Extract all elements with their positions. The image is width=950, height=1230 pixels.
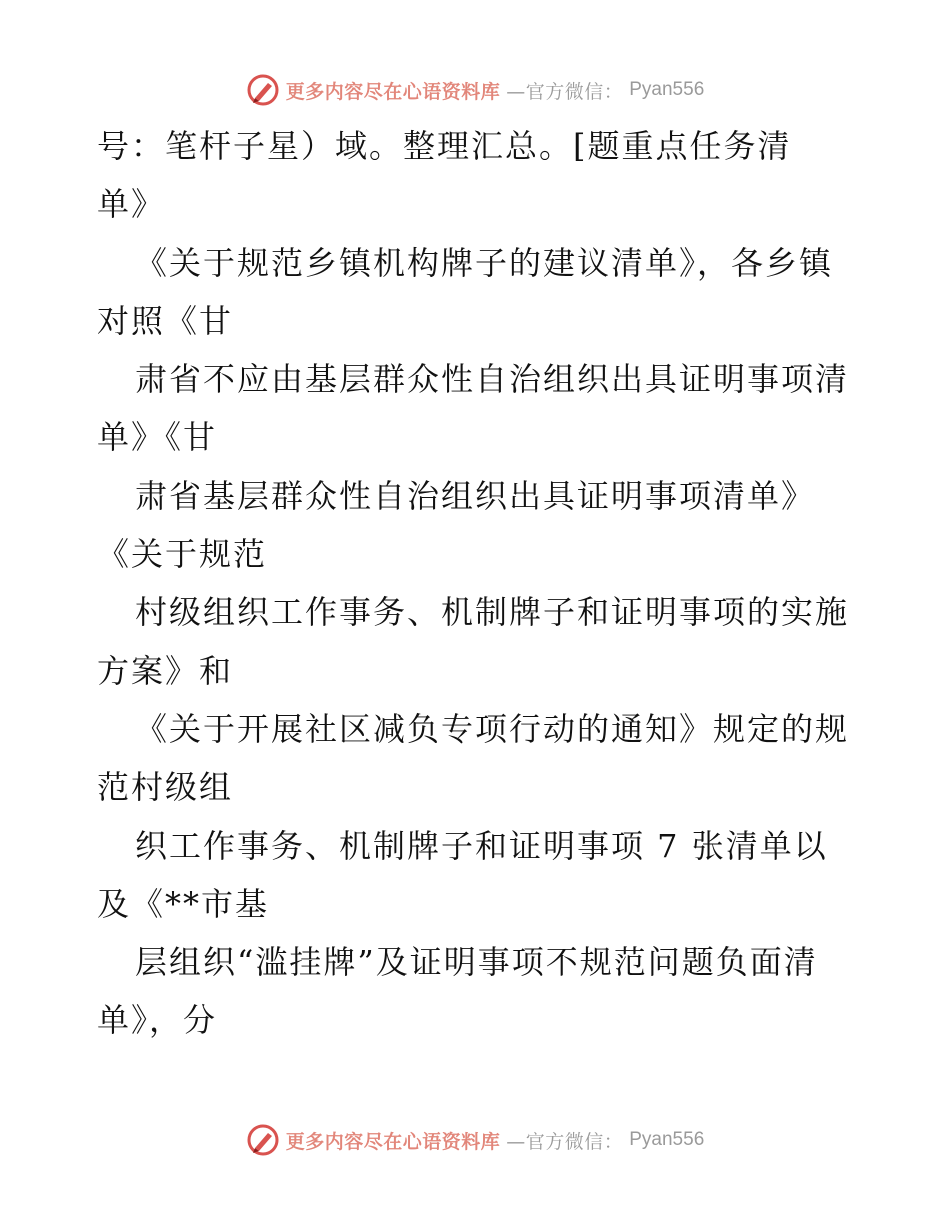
watermark-separator: —官方微信： — [506, 1130, 624, 1153]
footer-watermark — [0, 1120, 950, 1160]
watermark-wechat-id: Pyan556 — [629, 79, 705, 100]
text-line-4: 对照《甘 — [97, 301, 234, 340]
watermark-main-text: 更多内容尽在心语资料库 — [285, 80, 501, 103]
text-line-12: 范村级组 — [97, 768, 234, 807]
text-line-3: 《关于规范乡镇机构牌子的建议清单》，各乡镇 — [135, 243, 834, 282]
text-line-6: 单》《甘 — [97, 418, 218, 457]
text-line-7: 肃省基层群众性自治组织出具证明事项清单》 — [135, 476, 816, 515]
text-line-8: 《关于规范 — [97, 535, 268, 574]
document-body — [97, 117, 857, 1050]
watermark-separator: —官方微信： — [506, 80, 624, 103]
text-line-2: 单》 — [97, 185, 166, 224]
text-line-16: 单》，分 — [97, 1001, 218, 1040]
header-watermark — [0, 70, 950, 110]
text-line-15: 层组织“滥挂牌”及证明事项不规范问题负面清 — [135, 943, 818, 982]
text-line-13: 织工作事务、机制牌子和证明事项 7 张清单以 — [135, 826, 828, 865]
text-line-14: 及《**市基 — [97, 884, 270, 923]
text-line-11: 《关于开展社区减负专项行动的通知》规定的规 — [135, 709, 850, 748]
pen-logo-icon — [246, 1123, 280, 1157]
text-line-10: 方案》和 — [97, 651, 234, 690]
pen-logo-icon — [246, 73, 280, 107]
text-line-1: 号：笔杆子星）域。整理汇总。[题重点任务清 — [97, 127, 792, 165]
text-line-5: 肃省不应由基层群众性自治组织出具证明事项清 — [135, 360, 850, 399]
text-line-9: 村级组织工作事务、机制牌子和证明事项的实施 — [135, 593, 850, 632]
watermark-main-text: 更多内容尽在心语资料库 — [285, 1130, 501, 1153]
watermark-wechat-id: Pyan556 — [629, 1129, 705, 1150]
